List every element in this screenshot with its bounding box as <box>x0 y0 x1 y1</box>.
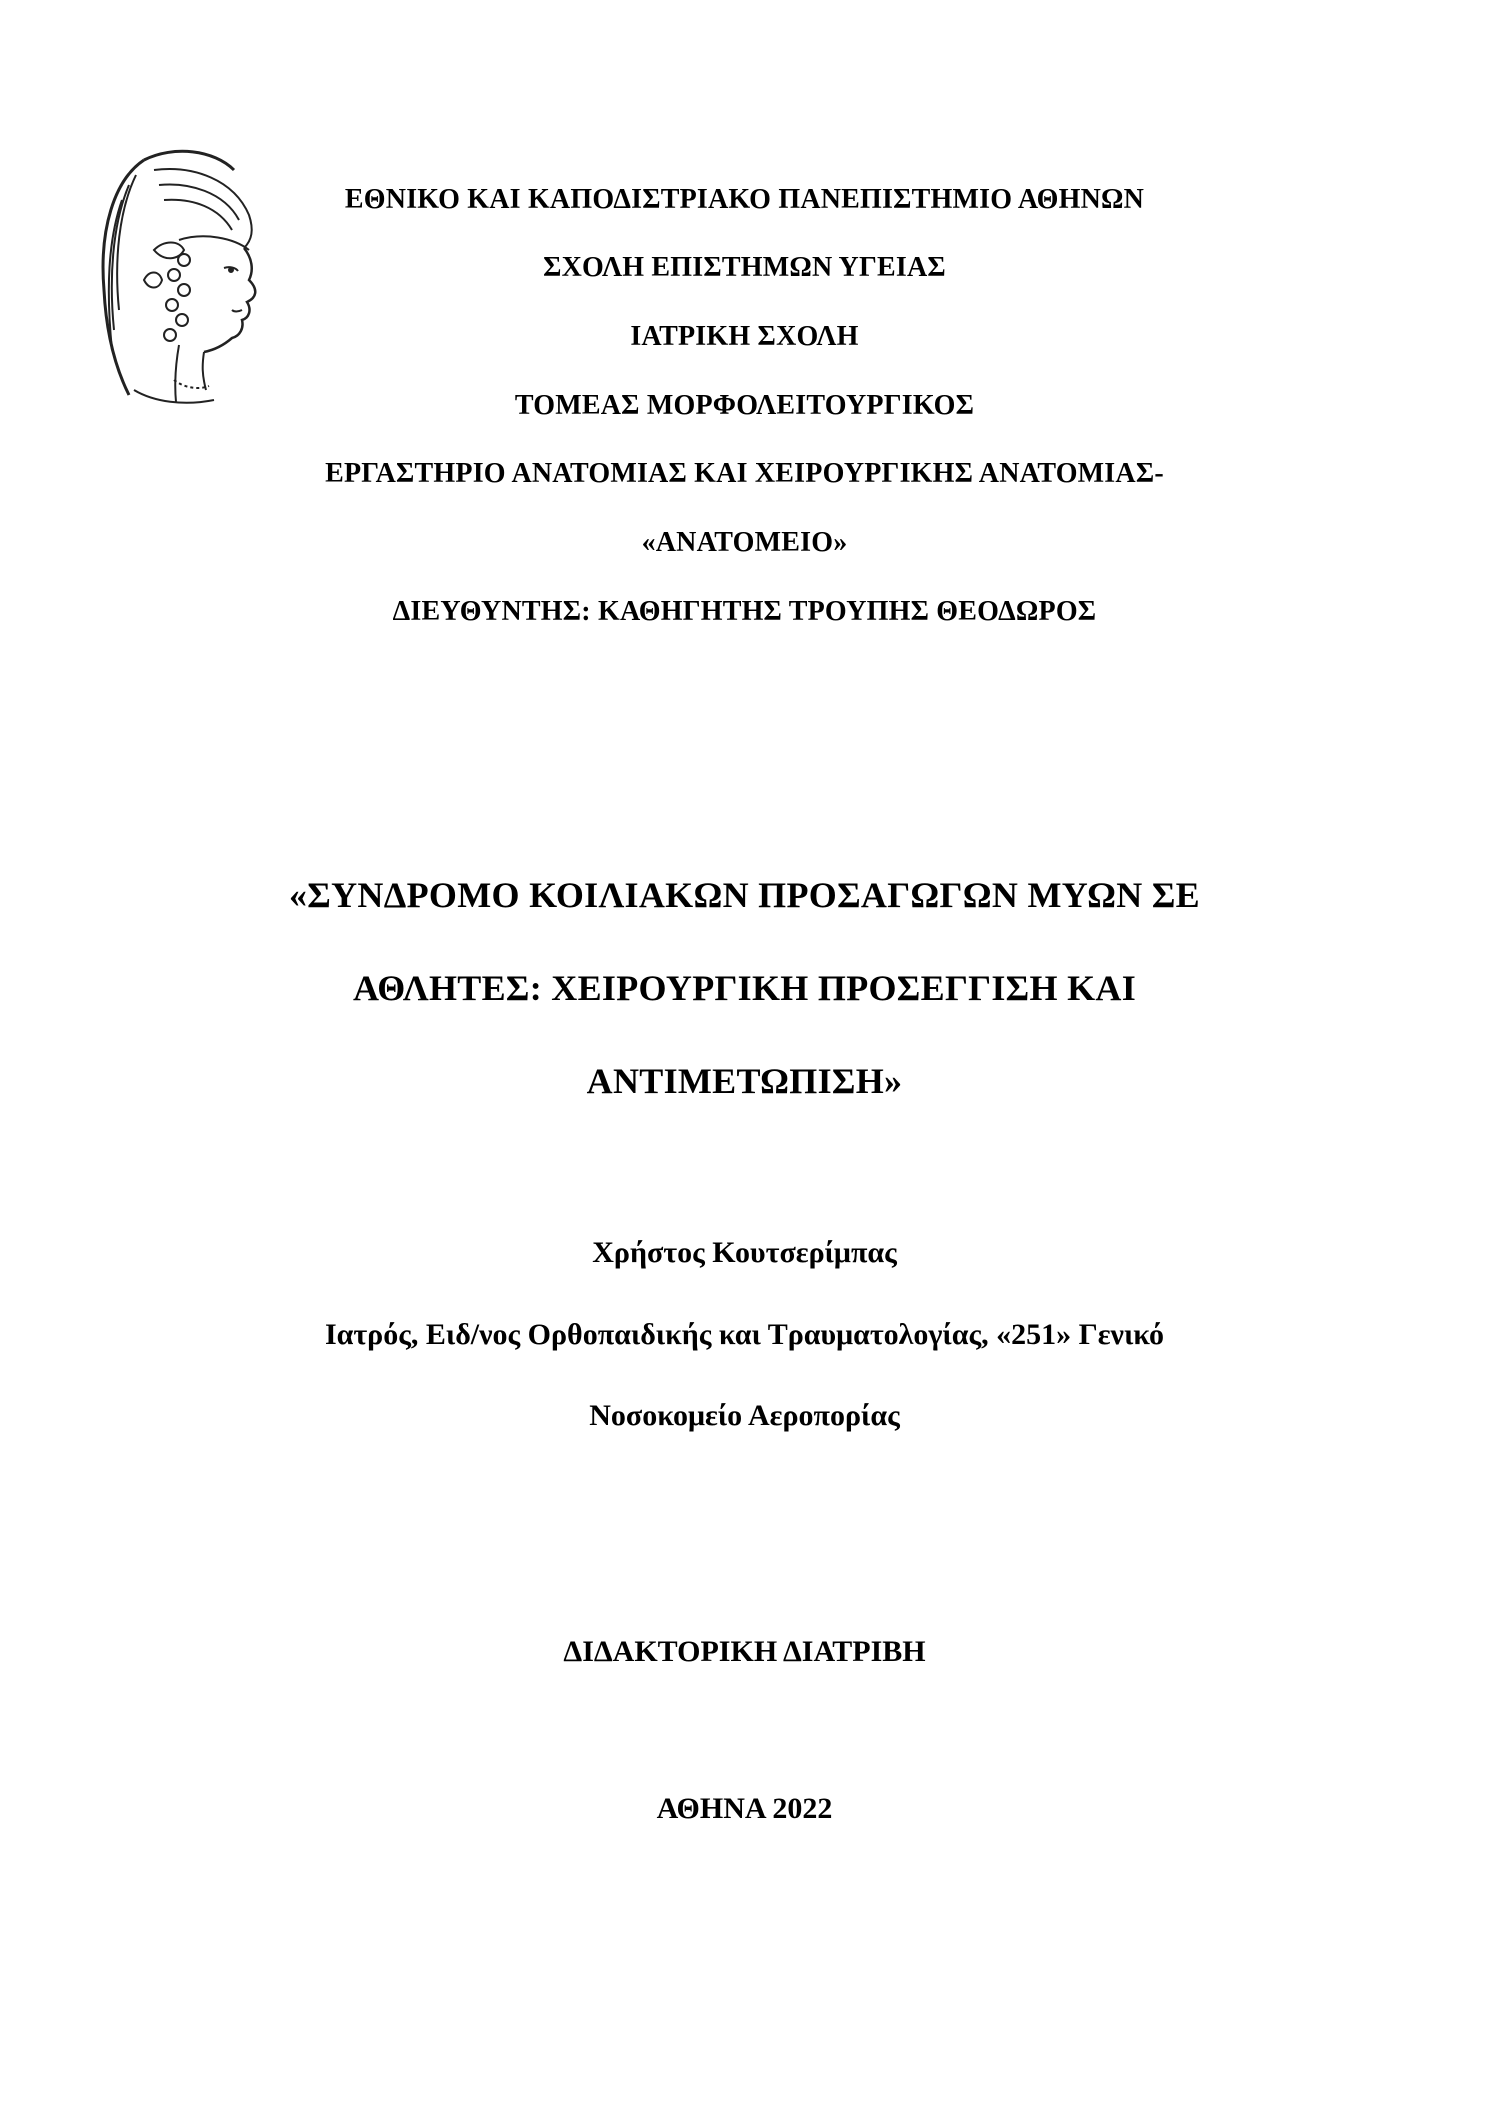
document-type: ΔΙΔΑΚΤΟΡΙΚΗ ΔΙΑΤΡΙΒΗ <box>563 1635 926 1668</box>
university-name: ΕΘΝΙΚΟ ΚΑΙ ΚΑΠΟΔΙΣΤΡΙΑΚΟ ΠΑΝΕΠΙΣΤΗΜΙΟ ΑΘΗΝΩΝ <box>344 184 1145 215</box>
thesis-title-line1: «ΣΥΝΔΡΟΜΟ ΚΟΙΛΙΑΚΩΝ ΠΡΟΣΑΓΩΓΩΝ ΜΥΩΝ ΣΕ <box>289 875 1200 915</box>
school-name: ΣΧΟΛΗ ΕΠΙΣΤΗΜΩΝ ΥΓΕΙΑΣ <box>543 252 946 283</box>
thesis-title-line2: ΑΘΛΗΤΕΣ: ΧΕΙΡΟΥΡΓΙΚΗ ΠΡΟΣΕΓΓΙΣΗ ΚΑΙ <box>352 968 1137 1008</box>
lab-name-line2: «ΑΝΑΤΟΜΕΙΟ» <box>641 527 848 558</box>
author-name: Χρήστος Κουτσερίμπας <box>592 1236 897 1269</box>
sector-name: ΤΟΜΕΑΣ ΜΟΡΦΟΛΕΙΤΟΥΡΓΙΚΟΣ <box>514 390 975 421</box>
author-affiliation-line2: Νοσοκομείο Αεροπορίας <box>589 1399 900 1432</box>
thesis-title-line3: ΑΝΤΙΜΕΤΩΠΙΣΗ» <box>586 1061 903 1101</box>
lab-name-line1: ΕΡΓΑΣΤΗΡΙΟ ΑΝΑΤΟΜΙΑΣ ΚΑΙ ΧΕΙΡΟΥΡΓΙΚΗΣ ΑΝΑΤΟΜΙΑΣ- <box>325 458 1164 489</box>
faculty-name: ΙΑΤΡΙΚΗ ΣΧΟΛΗ <box>630 321 859 352</box>
author-affiliation-line1: Ιατρός, Ειδ/νος Ορθοπαιδικής και Τραυματολογίας, «251» Γενικό <box>324 1318 1165 1351</box>
director-line: ΔΙΕΥΘΥΝΤΗΣ: ΚΑΘΗΓΗΤΗΣ ΤΡΟΥΠΗΣ ΘΕΟΔΩΡΟΣ <box>392 596 1097 627</box>
place-year: ΑΘΗΝΑ 2022 <box>656 1792 833 1825</box>
